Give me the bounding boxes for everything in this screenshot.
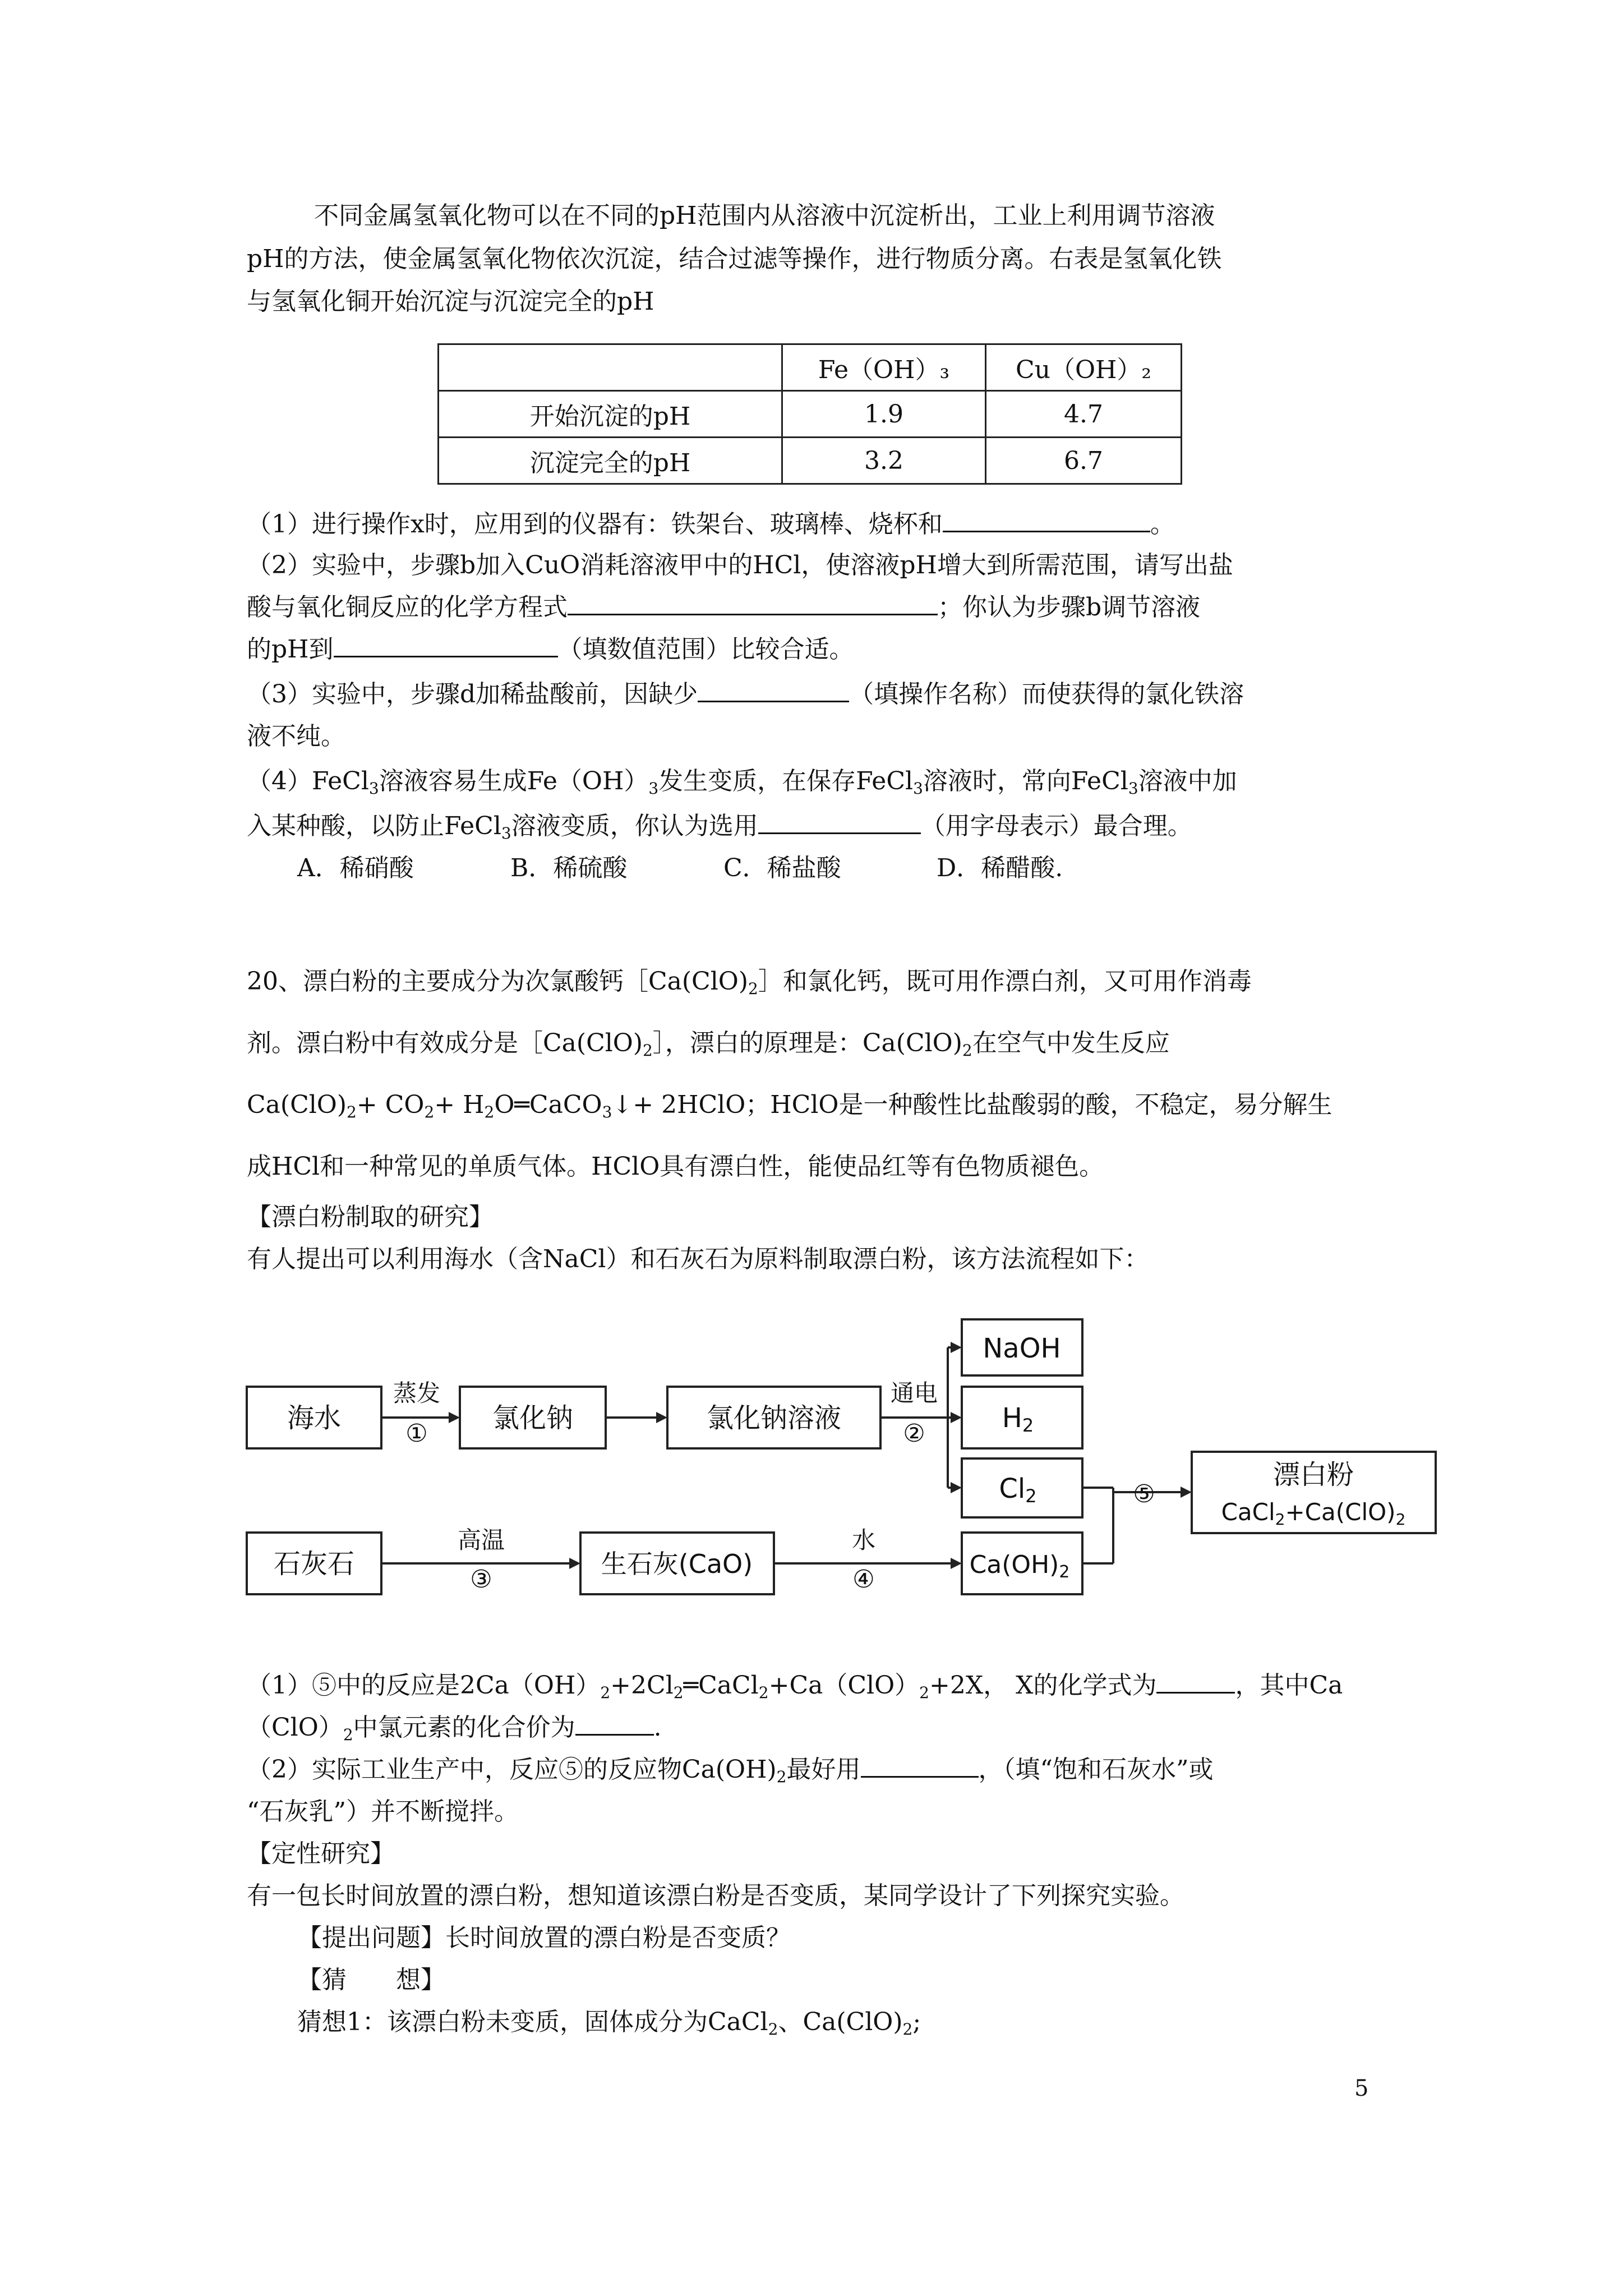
q19-part2-text-d: （填数值范围）比较合适。 <box>557 635 854 664</box>
answer-blank[interactable] <box>575 1711 654 1736</box>
q20-line5: 有人提出可以利用海水（含NaCl）和石灰石为原料制取漂白粉，该方法流程如下： <box>247 1245 1149 1273</box>
subscript: 2 <box>673 1683 684 1702</box>
q20-guess1 <box>297 2005 921 2046</box>
arrowhead <box>656 1412 667 1423</box>
text: 中氯元素的化合价为 <box>353 1713 575 1742</box>
q19-part3-text: （3）实验中，步骤d加稀盐酸前，因缺少 <box>247 680 698 708</box>
table-header-cell: Fe（OH）₃ <box>782 344 986 391</box>
label-bleach: 漂白粉 <box>1272 1459 1354 1490</box>
subscript: 2 <box>643 1041 653 1060</box>
subscript: 2 <box>343 1726 353 1744</box>
answer-blank[interactable] <box>1156 1669 1235 1694</box>
subscript: 3 <box>368 779 379 798</box>
text: 20、漂白粉的主要成分为次氯酸钙［Ca(ClO) <box>247 967 749 996</box>
q20-guess-title: 【猜 想】 <box>297 1966 445 1994</box>
text: . <box>653 1713 662 1742</box>
q19-part2-text: 酸与氧化铜反应的化学方程式 <box>247 593 568 622</box>
table-cell: 3.2 <box>782 438 986 484</box>
label-seawater: 海水 <box>287 1402 342 1434</box>
q19-options <box>297 852 1150 885</box>
text: CaCl <box>1221 1498 1275 1526</box>
q19-part3-line1 <box>247 678 1244 711</box>
table-row <box>439 391 1182 438</box>
answer-blank[interactable] <box>698 678 849 702</box>
label-step3: ③ <box>470 1565 492 1594</box>
subscript: 3 <box>913 779 923 798</box>
answer-blank[interactable] <box>568 591 938 615</box>
text: （ClO） <box>247 1713 343 1742</box>
q20-qualitative-intro: 有一包长时间放置的漂白粉，想知道该漂白粉是否变质，某同学设计了下列探究实验。 <box>247 1881 1184 1910</box>
text: ═CaCl <box>683 1671 759 1700</box>
table-row <box>439 438 1182 484</box>
q19-part4-line2 <box>247 809 1192 850</box>
table-header-cell: Cu（OH）₂ <box>986 344 1182 391</box>
text: + CO <box>356 1091 425 1119</box>
label-bleach-formula <box>1221 1498 1406 1529</box>
label-limestone: 石灰石 <box>273 1548 355 1580</box>
text: +2Cl <box>610 1671 674 1700</box>
text: 入某种酸，以防止FeCl <box>247 812 501 840</box>
q19-part3-line2: 液不纯。 <box>247 722 345 751</box>
subscript: 2 <box>1025 1485 1037 1507</box>
subscript: 2 <box>919 1683 929 1702</box>
label-step2: ② <box>903 1419 925 1448</box>
table-cell: 1.9 <box>782 391 986 438</box>
label-caoh2 <box>970 1550 1070 1582</box>
text: 发生变质，在保存FeCl <box>658 767 914 795</box>
subscript: 2 <box>758 1683 769 1702</box>
label-step4: ④ <box>852 1565 875 1594</box>
label-water: 水 <box>851 1526 876 1554</box>
table-cell: 6.7 <box>986 438 1182 484</box>
arrowhead <box>569 1558 580 1569</box>
q19-part2-line2 <box>247 591 1200 624</box>
label-naoh: NaOH <box>983 1333 1061 1364</box>
label-cao: 生石灰(CaO) <box>601 1549 753 1579</box>
ph-table <box>437 343 1182 485</box>
text: 溶液中加 <box>1138 767 1237 795</box>
arrowhead <box>951 1342 962 1353</box>
text: ］，漂白的原理是：Ca(ClO) <box>652 1029 962 1057</box>
subscript: 3 <box>648 779 659 798</box>
q20-part2-line1 <box>247 1753 1214 1794</box>
option-a[interactable]: A．稀硝酸 <box>297 854 414 882</box>
text: 剂。漂白粉中有效成分是［Ca(ClO) <box>247 1029 643 1057</box>
answer-blank[interactable] <box>334 633 558 657</box>
intro-line-1: 不同金属氢氧化物可以在不同的pH范围内从溶液中沉淀析出，工业上利用调节溶液 <box>314 201 1215 230</box>
subscript: 2 <box>1395 1510 1406 1529</box>
label-cl2 <box>999 1473 1036 1507</box>
label-high-temp: 高温 <box>457 1526 505 1554</box>
subscript: 3 <box>602 1103 612 1121</box>
section-heading: 【漂白粉制取的研究】 <box>247 1203 494 1231</box>
option-c[interactable]: C．稀盐酸 <box>723 854 841 882</box>
text: Ca(ClO) <box>247 1091 347 1119</box>
q20-line3 <box>247 1088 1332 1129</box>
q19-part4-line1 <box>247 765 1237 806</box>
q20-line1 <box>247 965 1252 1006</box>
text: 、Ca(ClO) <box>778 2008 903 2036</box>
q19-part1-text: （1）进行操作x时，应用到的仪器有：铁架台、玻璃棒、烧杯和 <box>247 510 943 539</box>
subscript: 2 <box>1022 1415 1034 1436</box>
text: 猜想1：该漂白粉未变质，固体成分为CaCl <box>297 2008 768 2036</box>
label-nacl: 氯化钠 <box>492 1402 574 1434</box>
label-step1: ① <box>405 1419 428 1448</box>
answer-blank[interactable] <box>758 810 921 834</box>
text: O═CaCO <box>494 1091 602 1119</box>
page-number: 5 <box>1354 2076 1369 2101</box>
subscript: 2 <box>484 1103 495 1121</box>
q20-part1-line1 <box>247 1669 1343 1710</box>
text: ，其中Ca <box>1235 1671 1343 1700</box>
text: （4）FeCl <box>247 767 369 795</box>
text: Ca(OH) <box>969 1550 1059 1579</box>
table-header-row <box>439 344 1182 391</box>
label-nacl-solution: 氯化钠溶液 <box>706 1402 842 1434</box>
text: 在空气中发生反应 <box>972 1029 1170 1057</box>
table-cell: 4.7 <box>986 391 1182 438</box>
text: 最好用 <box>786 1755 861 1784</box>
subscript: 3 <box>1128 779 1138 798</box>
subscript: 2 <box>962 1041 972 1060</box>
label-electrolysis: 通电 <box>890 1379 938 1407</box>
arrowhead <box>951 1482 962 1493</box>
subscript: 2 <box>1059 1562 1070 1582</box>
answer-blank[interactable] <box>943 508 1150 532</box>
intro-line-3: 与氢氧化铜开始沉淀与沉淀完全的pH <box>247 287 654 316</box>
q19-part1-end: 。 <box>1150 510 1175 539</box>
subscript: 2 <box>1275 1510 1285 1529</box>
text: +Ca（ClO） <box>768 1671 920 1700</box>
q20-line2 <box>247 1027 1170 1068</box>
table-cell: 开始沉淀的pH <box>439 391 782 438</box>
arrowhead <box>951 1412 962 1423</box>
q19-part1 <box>247 508 1175 541</box>
subscript: 2 <box>347 1103 357 1121</box>
process-flow-diagram <box>0 1307 1623 1621</box>
text: ; <box>912 2008 921 2036</box>
label-step5: ⑤ <box>1133 1480 1155 1508</box>
text: +Ca(ClO) <box>1285 1498 1396 1526</box>
label-h2 <box>1002 1402 1034 1436</box>
text: （1）⑤中的反应是2Ca（OH） <box>247 1671 601 1700</box>
text: 溶液时，常向FeCl <box>923 767 1128 795</box>
text: 溶液变质，你认为选用 <box>511 812 758 840</box>
text: +2X， X的化学式为 <box>929 1671 1157 1700</box>
table-header-cell <box>439 344 782 391</box>
q20-part1-line2 <box>247 1711 662 1752</box>
option-d[interactable]: D．稀醋酸. <box>937 854 1063 882</box>
subscript: 2 <box>776 1768 787 1786</box>
section-heading: 【定性研究】 <box>247 1839 395 1868</box>
q19-part2-text-c: 的pH到 <box>247 635 334 664</box>
intro-line-2: pH的方法，使金属氢氧化物依次沉淀，结合过滤等操作，进行物质分离。右表是氢氧化铁 <box>247 245 1222 273</box>
q20-part2-line2: “石灰乳”）并不断搅拌。 <box>247 1797 519 1826</box>
arrowhead <box>951 1558 962 1569</box>
q19-part2-text-b: ；你认为步骤b调节溶液 <box>938 593 1201 622</box>
table-cell: 沉淀完全的pH <box>439 438 782 484</box>
option-b[interactable]: B．稀硫酸 <box>510 854 628 882</box>
text: + H <box>434 1091 485 1119</box>
arrowhead <box>1181 1487 1192 1498</box>
text: （用字母表示）最合理。 <box>920 812 1192 840</box>
label-evaporate: 蒸发 <box>393 1379 441 1407</box>
q19-part3-text-b: （填操作名称）而使获得的氯化铁溶 <box>849 680 1244 708</box>
subscript: 3 <box>501 824 511 843</box>
text: ↓+ 2HClO；HClO是一种酸性比盐酸弱的酸，不稳定，易分解生 <box>612 1091 1332 1119</box>
text: H <box>1002 1402 1022 1434</box>
q20-line4: 成HCl和一种常见的单质气体。HClO具有漂白性，能使品红等有色物质褪色。 <box>247 1152 1104 1181</box>
text: Cl <box>999 1473 1026 1504</box>
text: ，（填“饱和石灰水”或 <box>978 1755 1214 1784</box>
text: 溶液容易生成Fe（OH） <box>379 767 649 795</box>
answer-blank[interactable] <box>861 1754 979 1778</box>
q19-part2-line3 <box>247 633 854 666</box>
q20-question: 【提出问题】长时间放置的漂白粉是否变质？ <box>297 1924 791 1952</box>
text: ］和氯化钙，既可用作漂白剂，又可用作消毒 <box>758 967 1252 996</box>
subscript: 2 <box>600 1683 611 1702</box>
subscript: 2 <box>424 1103 435 1121</box>
arrowhead <box>449 1412 460 1423</box>
text: （2）实际工业生产中，反应⑤的反应物Ca(OH) <box>247 1755 777 1784</box>
subscript: 2 <box>902 2020 913 2039</box>
q19-part2-line1: （2）实验中，步骤b加入CuO消耗溶液甲中的HCl，使溶液pH增大到所需范围，请写出盐 <box>247 551 1233 579</box>
subscript: 2 <box>768 2020 778 2039</box>
subscript: 2 <box>748 979 758 998</box>
